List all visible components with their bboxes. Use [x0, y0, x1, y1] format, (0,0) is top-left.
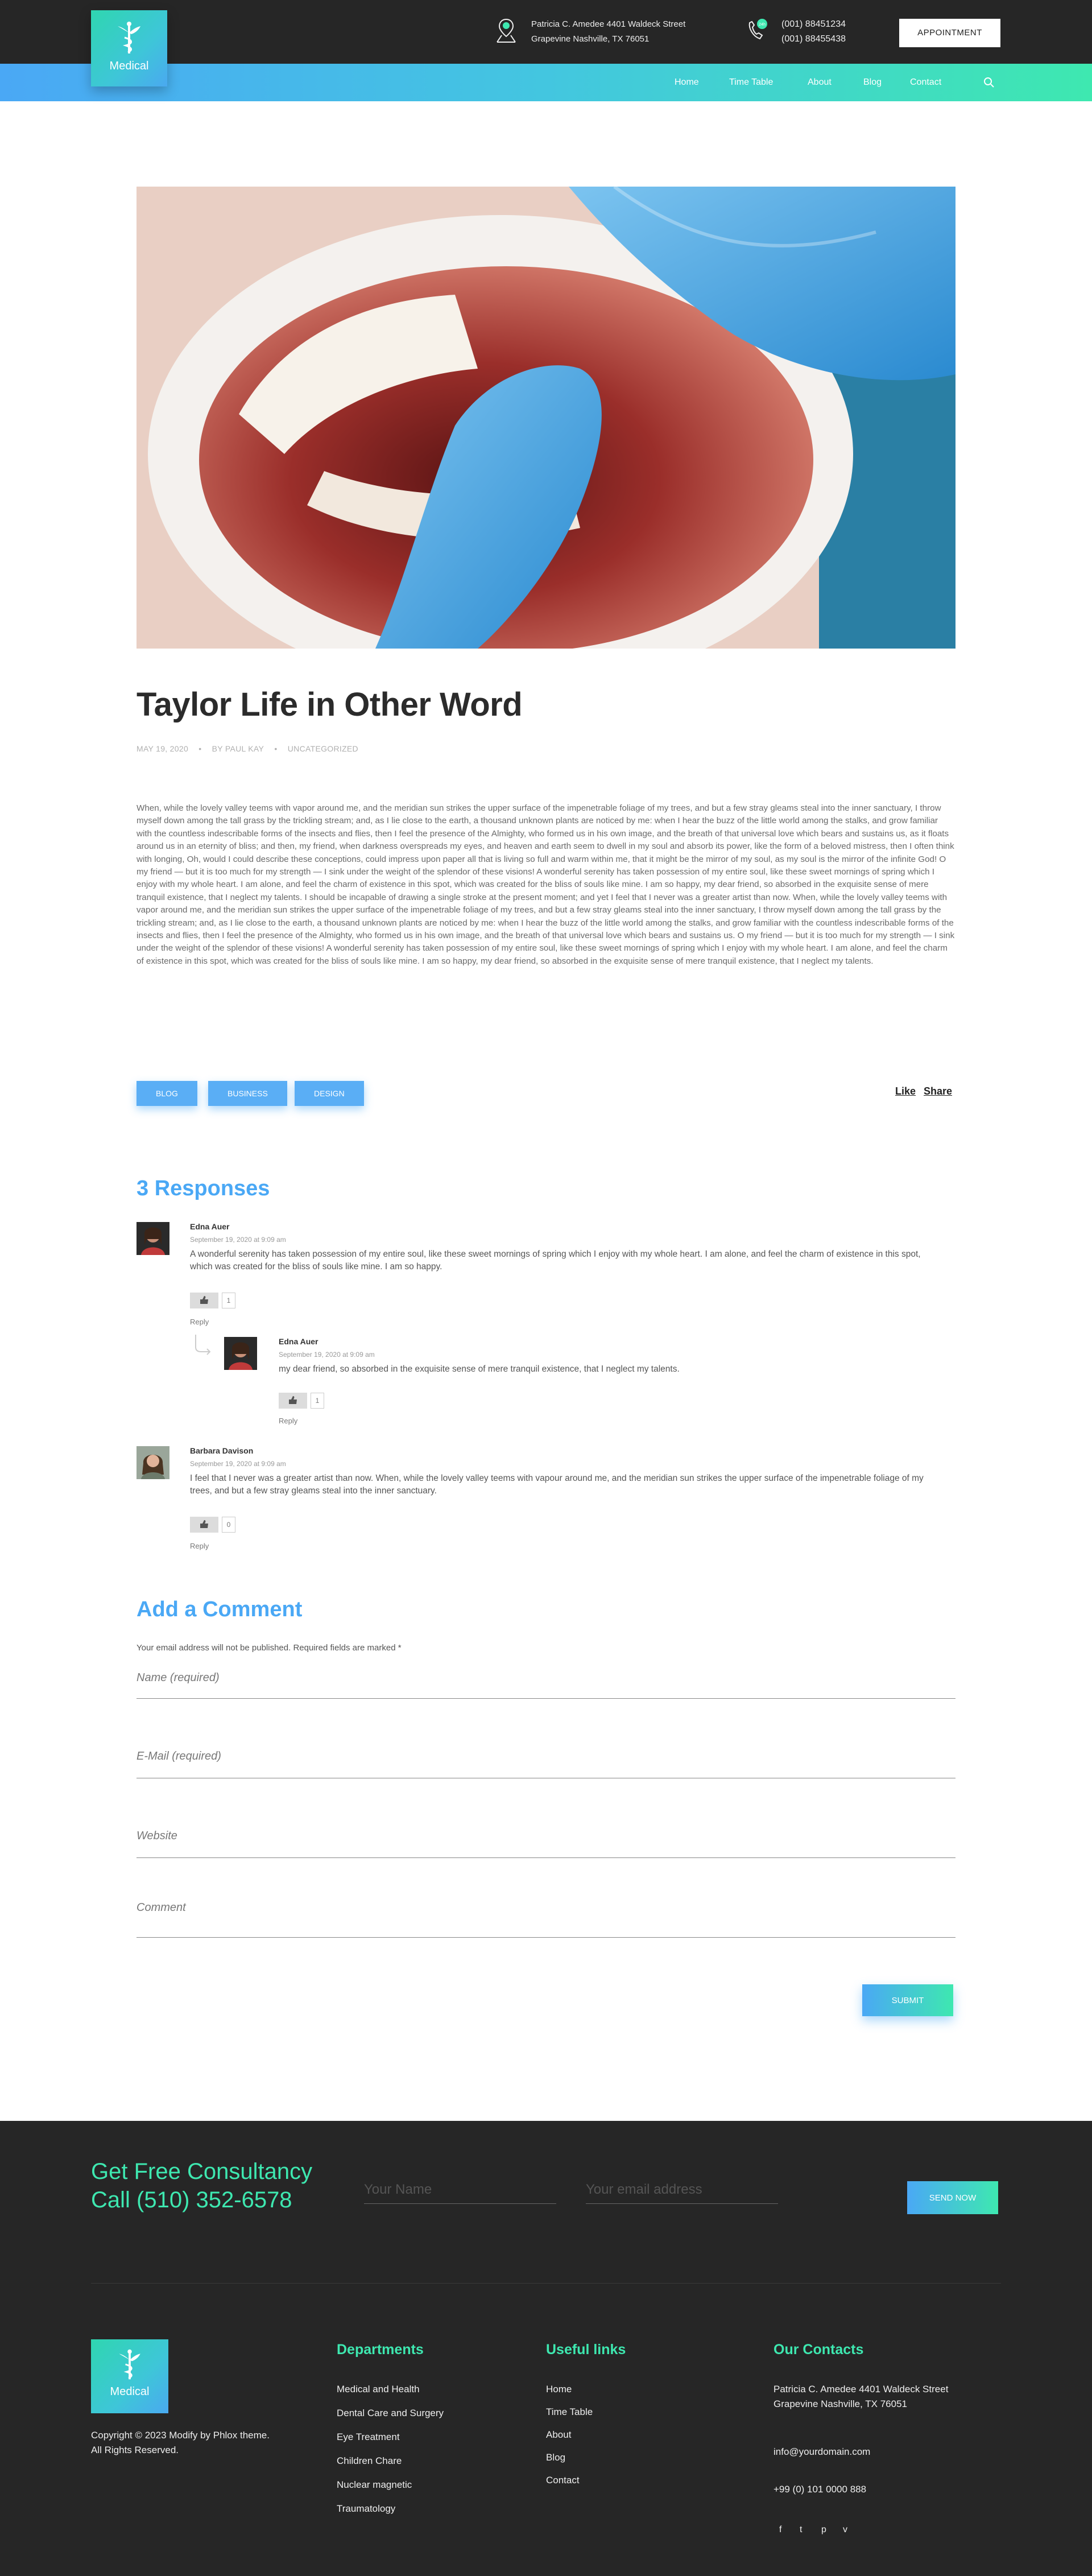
thumbs-up-icon	[279, 1393, 307, 1409]
post-body: When, while the lovely valley teems with vapor around me, and the meridian sun strikes the upper surface of the impenetrable foliage of my trees, and but a few stray gleams steal into the inner sanctuary, I throw myself down among the tall grass by the trickling stream; and, as I lie close to the earth, a thousand unknown plants are noticed by me: when I hear the buzz of the little world among the stalks, and grow familiar with the countless indescribable forms of the insects and flies, then I feel the presence of the Almighty, who formed us in his own image, and the breath of that universal love which bears and sustains us, as it floats around us in an eternity of bliss; and then, my friend, when darkness overspreads my eyes, and heaven and earth seem to dwell in my soul and absorb its power, like the form of a beloved mistress, then I often think with longing, Oh, would I could describe these conceptions, could impress upon paper all that is living so full and warm within me, that it might be the mirror of my soul, as my soul is the mirror of the infinite God! O my friend — but it is too much for my strength — I sink under the weight of the splendor of these visions! A wonderful serenity has taken possession of my entire soul, like these sweet mornings of spring which I enjoy with my whole heart. I am alone, and feel the charm of existence in this spot, which was created for the bliss of souls like mine. I am so happy, my dear friend, so absorbed in the exquisite sense of mere tranquil existence, that I neglect my talents. I should be incapable of drawing a single stroke at the present moment; and yet I feel that I never was a greater artist than now. When, while the lovely valley teems with vapor around me, and the meridian sun strikes the upper surface of the impenetrable foliage of my trees, and but a few stray gleams steal into the inner sanctuary, I throw myself down among the tall grass by the trickling stream; and, as I lie close to the earth, a thousand unknown plants are noticed by me: when I hear the buzz of the little world among the stalks, and grow familiar with the countless indescribable forms of the insects and flies, then I feel the presence of the Almighty, who formed us in his own image, and the breath of that universal love which bears and sustains us. O my friend — but it is too much for my strength — I sink under the weight of the splendor of these visions! A wonderful serenity has taken possession of my entire soul, like these sweet mornings of spring which I enjoy with my whole heart. I am alone, and feel the charm of existence in this spot, which was created for the bliss of souls like mine. I am so happy, my dear friend, so absorbed in the exquisite sense of mere tranquil existence, that I neglect my talents.	[136, 803, 955, 966]
caduceus-icon	[113, 2347, 147, 2381]
logo-text: Medical	[109, 60, 149, 72]
tag-design[interactable]: DESIGN	[295, 1081, 364, 1106]
thumbs-up-icon	[190, 1293, 218, 1308]
nav-about[interactable]: About	[808, 77, 832, 87]
tag-blog[interactable]: BLOG	[136, 1081, 197, 1106]
contact-address-1: Patricia C. Amedee 4401 Waldeck Street	[774, 2384, 949, 2395]
contact-phone[interactable]: +99 (0) 101 0000 888	[774, 2484, 867, 2495]
nav-home[interactable]: Home	[675, 77, 699, 87]
avatar	[136, 1446, 169, 1479]
post-author[interactable]: BY PAUL KAY	[212, 744, 264, 753]
comment-text: A wonderful serenity has taken possession of my entire soul, like these sweet mornings of spring which I enjoy with my whole heart. I am alone, and feel the charm of existence in this spot, which was created for the bliss of souls like mine. I am so happy.	[190, 1249, 921, 1272]
department-link[interactable]: Traumatology	[337, 2503, 396, 2514]
cta-title: Get Free Consultancy	[91, 2159, 313, 2184]
phone-1[interactable]: (001) 88451234	[781, 19, 846, 29]
avatar	[224, 1337, 257, 1370]
nav-blog[interactable]: Blog	[863, 77, 882, 87]
meta-separator: •	[198, 744, 202, 753]
reply-link[interactable]: Reply	[190, 1318, 209, 1326]
departments-heading: Departments	[337, 2342, 424, 2358]
footer-link-time-table[interactable]: Time Table	[546, 2406, 593, 2417]
department-link[interactable]: Dental Care and Surgery	[337, 2408, 444, 2418]
comment-date[interactable]: September 19, 2020 at 9:09 am	[279, 1351, 375, 1359]
search-icon[interactable]	[983, 76, 995, 89]
site-logo[interactable]	[91, 10, 167, 86]
cta-phone[interactable]: Call (510) 352-6578	[91, 2187, 292, 2212]
thumbs-up-icon	[190, 1517, 218, 1533]
name-field	[136, 1671, 956, 1699]
reply-link[interactable]: Reply	[190, 1542, 209, 1550]
comment-author: Edna Auer	[279, 1337, 318, 1346]
like-link[interactable]: Like	[895, 1085, 916, 1097]
vimeo-icon[interactable]: v	[843, 2525, 847, 2534]
department-link[interactable]: Eye Treatment	[337, 2431, 400, 2442]
copyright-line-1: Copyright © 2023 Modify by Phlox theme.	[91, 2430, 270, 2441]
phone-block	[745, 17, 846, 47]
reply-link[interactable]: Reply	[279, 1417, 298, 1425]
form-note: Your email address will not be published. Required fields are marked *	[136, 1643, 402, 1653]
email-field	[136, 1750, 956, 1778]
department-link[interactable]: Children Chare	[337, 2455, 402, 2466]
post-date[interactable]: MAY 19, 2020	[136, 744, 189, 753]
footer-link-home[interactable]: Home	[546, 2384, 572, 2395]
department-link[interactable]: Medical and Health	[337, 2384, 420, 2395]
department-link[interactable]: Nuclear magnetic	[337, 2479, 412, 2490]
comment-date[interactable]: September 19, 2020 at 9:09 am	[190, 1460, 286, 1468]
dental-photo	[136, 187, 956, 649]
like-count: 1	[222, 1293, 235, 1308]
comment-author: Barbara Davison	[190, 1446, 254, 1455]
nav-time-table[interactable]: Time Table	[729, 77, 774, 87]
useful-links-heading: Useful links	[546, 2342, 626, 2358]
like-count: 1	[311, 1393, 324, 1409]
map-pin-icon	[495, 17, 518, 44]
copyright	[91, 2428, 270, 2458]
footer-link-about[interactable]: About	[546, 2429, 572, 2440]
footer-link-contact[interactable]: Contact	[546, 2475, 580, 2486]
twitter-icon[interactable]: t	[800, 2525, 803, 2534]
appointment-button[interactable]: APPOINTMENT	[899, 19, 1000, 47]
like-count: 0	[222, 1517, 235, 1533]
comment-field	[136, 1901, 956, 1938]
facebook-icon[interactable]: f	[779, 2525, 782, 2534]
comment-author: Edna Auer	[190, 1222, 230, 1231]
comment-textarea[interactable]	[136, 1901, 956, 1927]
nav-contact[interactable]: Contact	[910, 77, 942, 87]
newsletter-name-input[interactable]	[364, 2182, 556, 2204]
share-link[interactable]: Share	[924, 1085, 953, 1097]
name-input[interactable]	[136, 1671, 956, 1685]
address-block	[495, 17, 685, 47]
comment-text: I feel that I never was a greater artist than now. When, while the lovely valley teems with vapour around me, and the meridian sun strikes the upper surface of the impenetrable foliage of my trees, and but a few stray gleams steal into the inner sanctuary.	[190, 1473, 924, 1496]
copyright-line-2: All Rights Reserved.	[91, 2445, 179, 2455]
contact-address-2: Grapevine Nashville, TX 76051	[774, 2399, 907, 2409]
post-title: Taylor Life in Other Word	[136, 686, 523, 723]
footer-link-blog[interactable]: Blog	[546, 2452, 566, 2463]
pinterest-icon[interactable]: p	[821, 2525, 826, 2534]
newsletter-email-input[interactable]	[586, 2182, 778, 2204]
comment-date[interactable]: September 19, 2020 at 9:09 am	[190, 1236, 286, 1244]
thumbs-up-button[interactable]	[190, 1293, 218, 1308]
thumbs-up-button[interactable]	[190, 1517, 218, 1533]
add-comment-heading: Add a Comment	[136, 1597, 303, 1621]
send-now-button[interactable]: SEND NOW	[907, 2181, 998, 2214]
contact-email[interactable]: info@yourdomain.com	[774, 2446, 871, 2457]
comment-text: my dear friend, so absorbed in the exquisite sense of mere tranquil existence, that I neglect my talents.	[279, 1364, 680, 1374]
post-category[interactable]: UNCATEGORIZED	[287, 744, 358, 753]
email-input[interactable]	[136, 1750, 956, 1763]
phone-icon	[745, 17, 768, 44]
post-meta	[136, 744, 366, 753]
footer-logo[interactable]	[91, 2339, 168, 2413]
caduceus-icon	[111, 19, 147, 56]
phone-24h-badge: 24h	[759, 23, 766, 27]
phone-2[interactable]: (001) 88455438	[781, 34, 846, 44]
footer-logo-text: Medical	[110, 2385, 150, 2398]
contacts-heading: Our Contacts	[774, 2342, 864, 2358]
thumbs-up-button[interactable]	[279, 1393, 307, 1409]
tag-business[interactable]: BUSINESS	[208, 1081, 287, 1106]
address-line-1: Patricia C. Amedee 4401 Waldeck Street	[531, 19, 686, 29]
website-input[interactable]	[136, 1830, 956, 1843]
submit-button[interactable]: SUBMIT	[862, 1984, 953, 2016]
footer-divider	[91, 2283, 1001, 2284]
website-field	[136, 1830, 956, 1858]
post-featured-image	[136, 187, 956, 649]
meta-separator: •	[274, 744, 278, 753]
responses-heading: 3 Responses	[136, 1176, 270, 1200]
reply-arrow-icon	[193, 1334, 213, 1356]
avatar	[136, 1222, 169, 1255]
address-line-2: Grapevine Nashville, TX 76051	[531, 34, 650, 44]
